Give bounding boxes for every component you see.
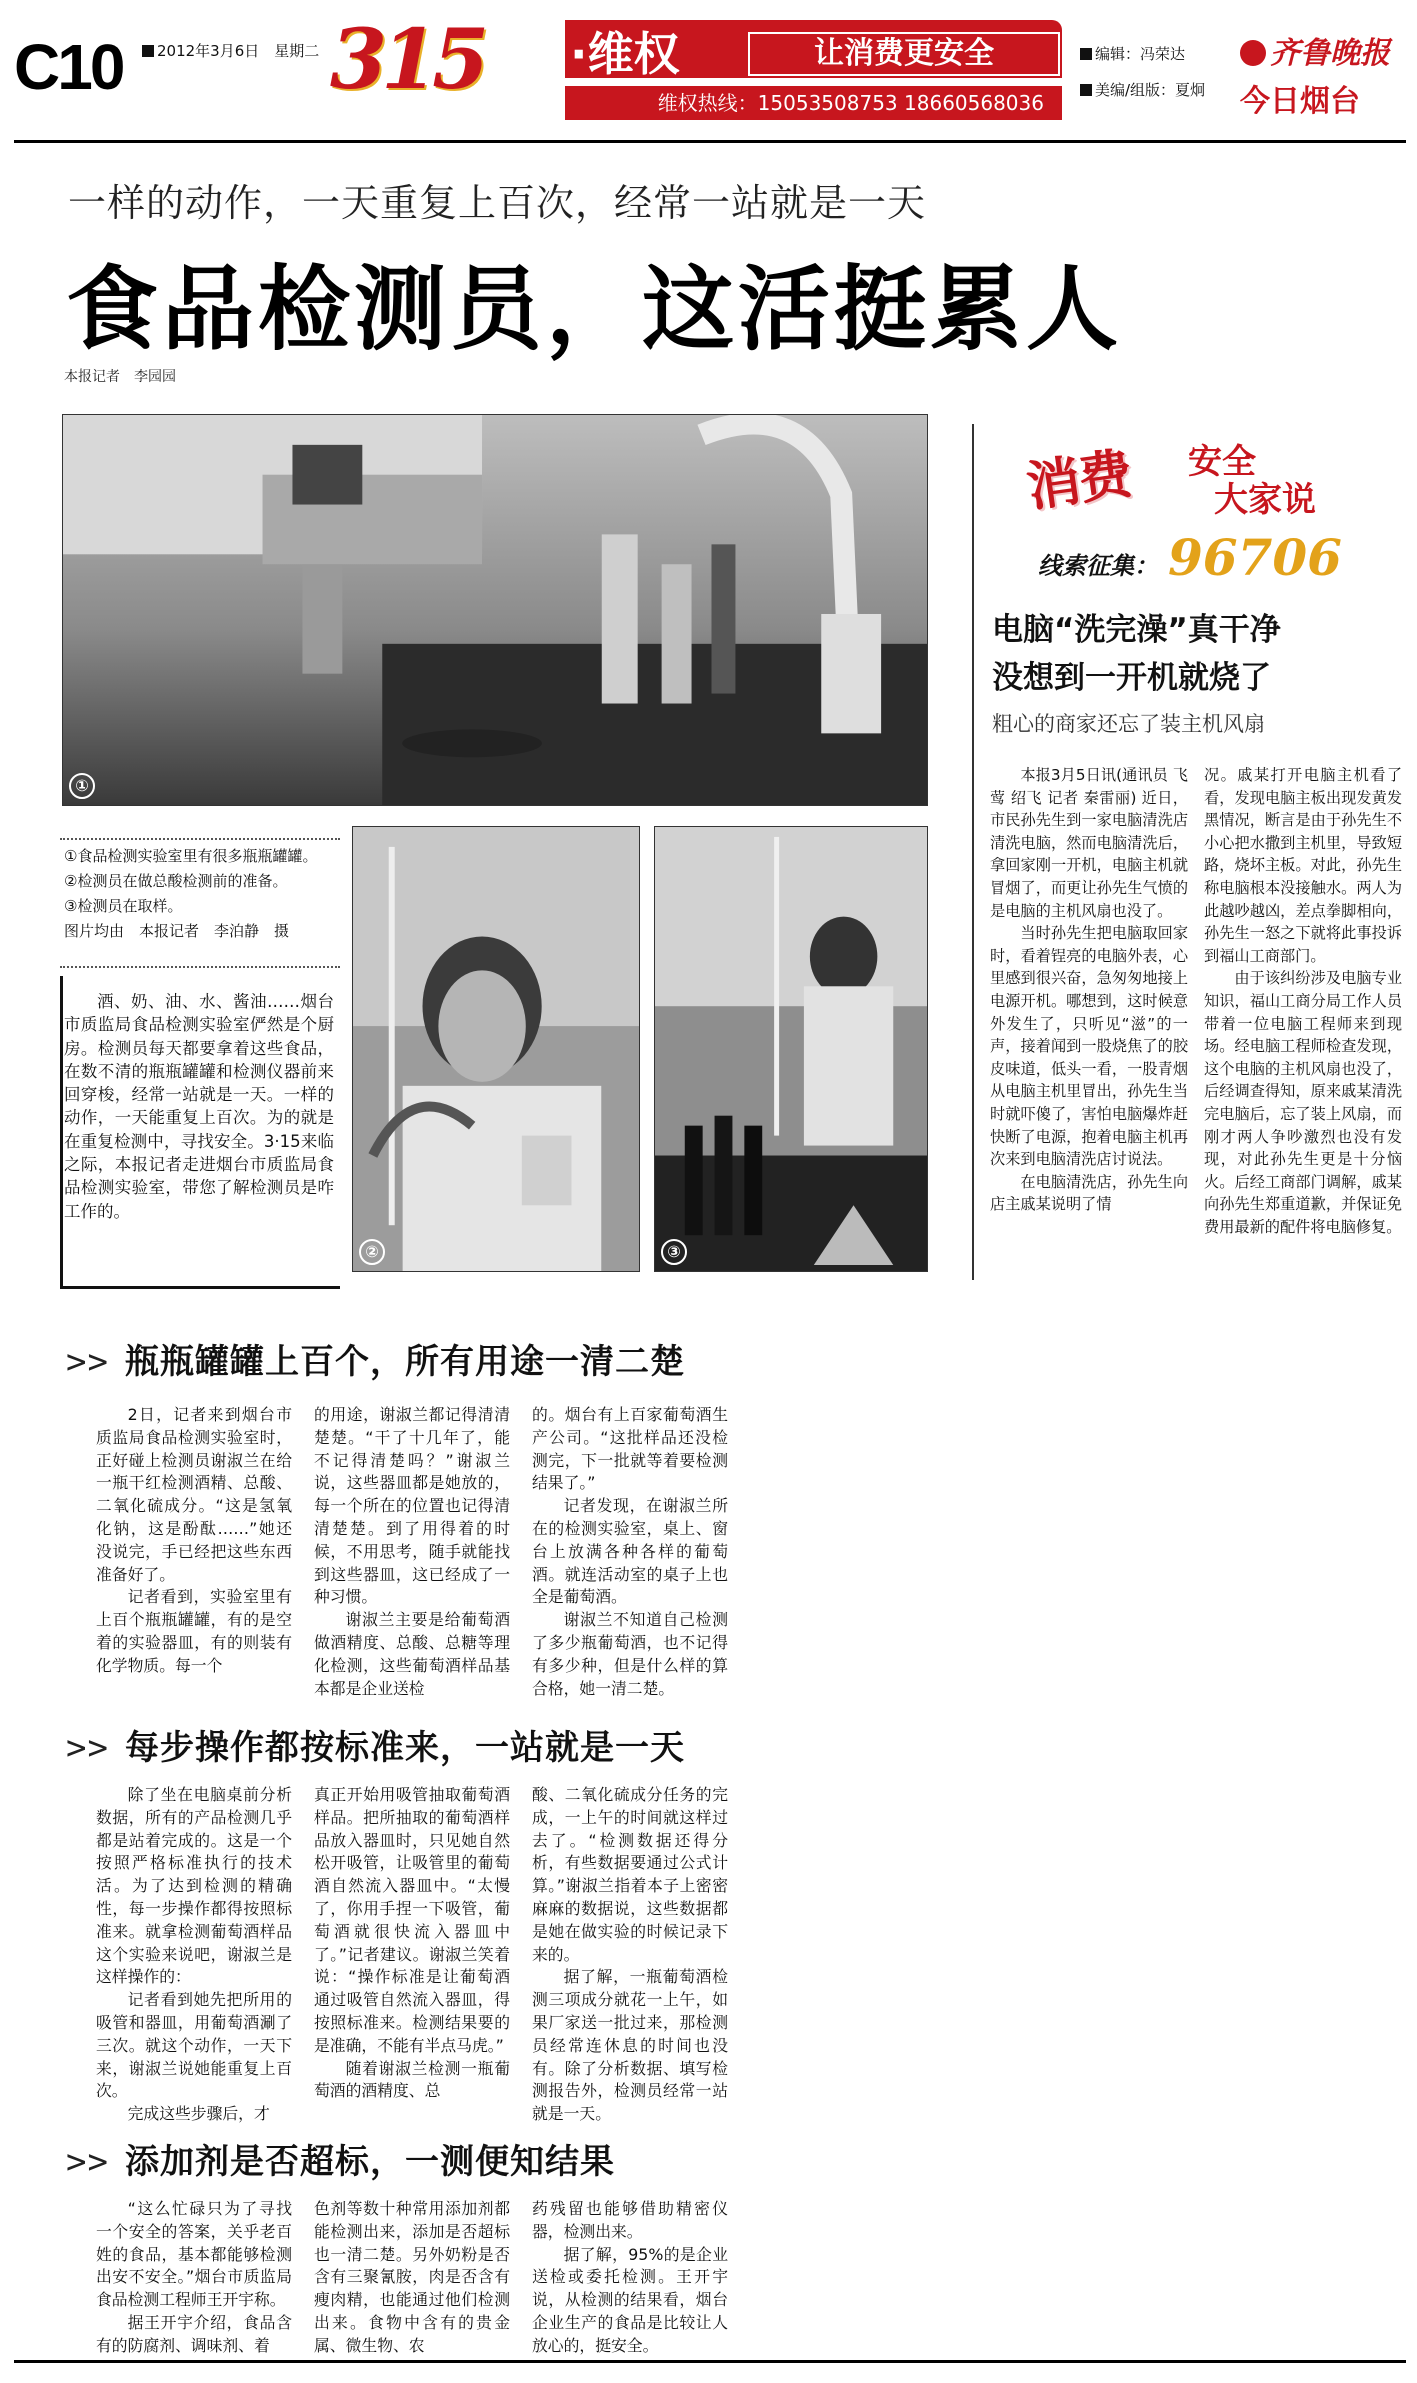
caption-line: ②检测员在做总酸检测前的准备。 <box>64 872 288 890</box>
double-arrow-icon: >> <box>66 1728 109 1768</box>
sidebar-divider <box>972 424 974 1280</box>
paragraph: 当时孙先生把电脑取回家时，看着锃亮的电脑外表，心里感到很兴奋，急匆匆地接上电源开机。哪想到，这时候意外发生了，只听见“滋”的一声，接着闻到一股烧焦了的胶皮味道，低头一看，一股青烟从电脑主机里冒出，孙先生当时就吓傻了，害怕电脑爆炸赶快断了电源，抱着电脑主机再次来到电脑清洗店讨说法。 <box>990 924 1188 1169</box>
square-bullet-icon <box>1080 48 1092 60</box>
double-arrow-icon: >> <box>66 2142 109 2182</box>
consumer-safety-promo <box>1018 420 1408 600</box>
side-story-title-line: 电脑“洗完澡”真干净 <box>992 612 1281 648</box>
section-2-column-1 <box>96 1784 292 2126</box>
section-1-column-1 <box>96 1404 292 1678</box>
promo-tip-label: 线索征集： <box>1038 552 1158 580</box>
paragraph: 本报3月5日讯(通讯员 飞莺 绍飞 记者 秦雷丽) 近日，市民孙先生到一家电脑清洗店清洗电脑，然而电脑清洗后，拿回家刚一开机，电脑主机就冒烟了，而更让孙先生气愤的是电脑的主机风扇也没了。 <box>990 766 1188 920</box>
headline-kicker: 一样的动作，一天重复上百次，经常一站就是一天 <box>68 181 927 225</box>
section-1-column-2 <box>314 1404 510 1700</box>
side-story-subtitle: 粗心的商家还忘了装主机风扇 <box>992 712 1265 736</box>
side-story-title <box>992 606 1402 702</box>
photo-number-badge: ② <box>359 1239 385 1265</box>
newspaper-logo-text: 齐鲁晚报 <box>1270 36 1390 71</box>
photo-sampling-image <box>655 827 927 1271</box>
paragraph: 的。烟台有上百家葡萄酒生产公司。“这批样品还没检测完，下一批就等着要检测结果了。” <box>532 1405 728 1493</box>
lead-bottom-rule <box>60 1286 340 1289</box>
paragraph: 在电脑清洗店，孙先生向店主戚某说明了情 <box>990 1172 1188 1214</box>
section-3-body <box>96 2198 728 2355</box>
section-1-column-3 <box>532 1404 728 1700</box>
double-arrow-icon: >> <box>66 1342 109 1382</box>
section-3-column-3 <box>532 2198 728 2358</box>
photo-lab-overview <box>62 414 928 806</box>
square-bullet-icon <box>142 45 154 57</box>
photo-acid-test-prep <box>352 826 640 1272</box>
paragraph: 随着谢淑兰检测一瓶葡萄酒的酒精度、总 <box>314 2058 510 2101</box>
headline-title: 食品检测员，这活挺累人 <box>66 256 1123 363</box>
section-heading-2 <box>66 1720 685 1769</box>
paragraph: 酸、二氧化硫成分任务的完成，一上午的时间就这样过去了。“检测数据还得分析，有些数据要通过公式计算。”谢淑兰指着本子上密密麻麻的数据说，这些数据都是她在做实验的时候记录下来的。 <box>532 1785 728 1964</box>
page-header <box>0 0 1417 130</box>
side-story-column-1 <box>990 764 1188 1216</box>
paragraph: 的用途，谢淑兰都记得清清楚楚。“干了十几年了，能不记得清楚吗？”谢淑兰说，这些器皿都是她放的，每一个所在的位置也记得清清楚楚。到了用得着的时候，不用思考，随手就能找到这些器皿，这已经成了一种习惯。 <box>314 1405 510 1607</box>
promo-dajia: 大家说 <box>1214 480 1316 520</box>
paragraph: “这么忙碌只为了寻找一个安全的答案，关乎老百姓的食品，基本都能够检测出安不安全。”烟台市质监局食品检测工程师王开宇称。 <box>96 2199 292 2310</box>
paragraph: 据王开宇介绍，食品含有的防腐剂、调味剂、着 <box>96 2312 292 2355</box>
paragraph: 除了坐在电脑桌前分析数据，所有的产品检测几乎都是站着完成的。这是一个按照严格标准执行的技术活。为了达到检测的精确性，每一步操作都得按照标准来。就拿检测葡萄酒样品这个实验来说吧，谢淑兰是这样操作的： <box>96 1785 292 1987</box>
banner-weiquan: ·维权 <box>570 27 680 81</box>
promo-tip-number: 96706 <box>1168 528 1342 587</box>
promo-xiaofei: 消费 <box>1022 442 1135 519</box>
paragraph: 据了解，一瓶葡萄酒检测三项成分就花一上午，如果厂家送一批过来，那检测员经常连休息的时间也没有。除了分析数据、填写检测报告外，检测员经常一站就是一天。 <box>532 1967 728 2124</box>
section-3-column-1 <box>96 2198 292 2358</box>
photo-sampling <box>654 826 928 1272</box>
section-heading-3 <box>66 2134 615 2183</box>
paragraph: 况。戚某打开电脑主机看了看，发现电脑主板出现发黄发黑情况，断言是由于孙先生不小心把水撒到主机里，导致短路，烧坏主板。对此，孙先生称电脑根本没接触水。两人为此越吵越凶，差点拳脚相向，孙先生一怒之下就将此事投诉到福山工商部门。 <box>1204 766 1402 965</box>
section-heading-text: 瓶瓶罐罐上百个，所有用途一清二楚 <box>124 1342 685 1382</box>
newspaper-logo <box>1240 28 1410 72</box>
lead-paragraph: 酒、奶、油、水、酱油……烟台市质监局食品检测实验室俨然是个厨房。检测员每天都要拿着这些食品，在数不清的瓶瓶罐罐和检测仪器前来回穿梭，经常一站就是一天。一样的动作，一天能重复上百次。为的就是在重复检测中，寻找安全。3·15来临之际，本报记者走进烟台市质监局食品检测实验室，带您了解检测员是咋工作的。 <box>64 992 334 1221</box>
caption-line: ①食品检测实验室里有很多瓶瓶罐罐。 <box>64 847 318 865</box>
photo-number-badge: ① <box>69 773 95 799</box>
section-banner <box>330 12 1062 122</box>
paragraph: 谢淑兰不知道自己检测了多少瓶葡萄酒，也不记得有多少种，但是什么样的算合格，她一清二楚。 <box>532 1610 728 1698</box>
edition-name: 今日烟台 <box>1240 84 1360 119</box>
section-2-column-2 <box>314 1784 510 2103</box>
logo-circle-icon <box>1240 40 1266 66</box>
designer-name: 美编/组版：夏炯 <box>1095 81 1206 99</box>
paragraph: 记者看到她先把所用的吸管和器皿，用葡萄酒涮了三次。就这个动作，一天下来，谢淑兰说她能重复上百次。 <box>96 1990 292 2101</box>
newspaper-brand <box>1240 28 1410 120</box>
date-line <box>142 40 319 61</box>
section-heading-1 <box>66 1334 685 1383</box>
photo-acid-test-prep-image <box>353 827 639 1271</box>
section-heading-text: 添加剂是否超标，一测便知结果 <box>124 2142 615 2182</box>
section-heading-text: 每步操作都按标准来，一站就是一天 <box>124 1728 685 1768</box>
paragraph: 据了解，95%的是企业送检或委托检测。王开宇说，从检测的结果看，烟台企业生产的食品是比较让人放心的，挺安全。 <box>532 2244 728 2355</box>
paragraph: 记者看到，实验室里有上百个瓶瓶罐罐，有的是空着的实验器皿，有的则装有化学物质。每一个 <box>96 1587 292 1675</box>
issue-weekday: 星期二 <box>274 42 320 60</box>
photo-caption <box>64 844 334 944</box>
paragraph: 由于该纠纷涉及电脑专业知识，福山工商分局工作人员带着一位电脑工程师来到现场。经电脑工程师检查发现，这个电脑的主机风扇也没了，后经调查得知，原来戚某清洗完电脑后，忘了装上风扇，而刚才两人争吵激烈也没有发现，对此孙先生更是十分恼火。后经工商部门调解，戚某向孙先生郑重道歉，并保证免费用最新的配件将电脑修复。 <box>1204 969 1402 1236</box>
issue-date: 2012年3月6日 <box>157 42 260 60</box>
square-bullet-icon <box>1080 84 1092 96</box>
caption-credit: 图片均由 本报记者 李泊静 摄 <box>64 922 290 940</box>
paragraph: 2日，记者来到烟台市质监局食品检测实验室时，正好碰上检测员谢淑兰在给一瓶干红检测酒精、总酸、二氧化硫成分。“这是氢氧化钠，这是酚酞……”她还没说完，手已经把这些东西准备好了。 <box>96 1405 292 1584</box>
section-2-column-3 <box>532 1784 728 2126</box>
banner-slogan: 让消费更安全 <box>748 32 1060 76</box>
section-1-body <box>96 1404 726 1704</box>
header-divider <box>14 140 1406 143</box>
paragraph: 真正开始用吸管抽取葡萄酒样品。把所抽取的葡萄酒样品放入器皿时，只见她自然松开吸管，让吸管里的葡萄酒自然流入器皿中。“太慢了，你用手捏一下吸管，葡萄酒就很快流入器皿中了。”记者建议。谢淑兰笑着说：“操作标准是让葡萄酒通过吸管自然流入器皿，得按照标准来。检测结果要的是准确，不能有半点马虎。” <box>314 1785 510 2055</box>
paragraph: 色剂等数十种常用添加剂都能检测出来，添加是否超标也一清二楚。另外奶粉是否含有三聚氰胺，肉是否含有瘦肉精，也能通过他们检测出来。食物中含有的贵金属、微生物、农 <box>314 2199 510 2355</box>
section-3-column-2 <box>314 2198 510 2358</box>
editor-name: 编辑：冯荣达 <box>1095 45 1186 63</box>
byline: 本报记者 李园园 <box>64 369 176 385</box>
banner-hotline: 维权热线：15053508753 18660568036 <box>565 86 1062 120</box>
photo-number-badge: ③ <box>661 1239 687 1265</box>
side-story-body <box>990 764 1404 1284</box>
paragraph: 药残留也能够借助精密仪器，检测出来。 <box>532 2199 728 2241</box>
paragraph: 谢淑兰主要是给葡萄酒做酒精度、总酸、总糖等理化检测，这些葡萄酒样品基本都是企业送检 <box>314 1610 510 1698</box>
paragraph: 记者发现，在谢淑兰所在的检测实验室，桌上、窗台上放满各种各样的葡萄酒。就连活动室的桌子上也全是葡萄酒。 <box>532 1496 728 1607</box>
paragraph: 完成这些步骤后，才 <box>127 2104 270 2124</box>
footer-divider <box>14 2360 1406 2363</box>
page-number: C10 <box>14 31 123 103</box>
editor-credits <box>1080 36 1205 108</box>
banner-315: 315 <box>330 12 484 108</box>
side-story-column-2 <box>1204 764 1402 1238</box>
caption-line: ③检测员在取样。 <box>64 897 183 915</box>
section-2-body <box>96 1784 728 2124</box>
photo-lab-overview-image <box>63 415 927 805</box>
side-story-title-line: 没想到一开机就烧了 <box>992 660 1271 696</box>
promo-anquan: 安全 <box>1188 442 1256 482</box>
